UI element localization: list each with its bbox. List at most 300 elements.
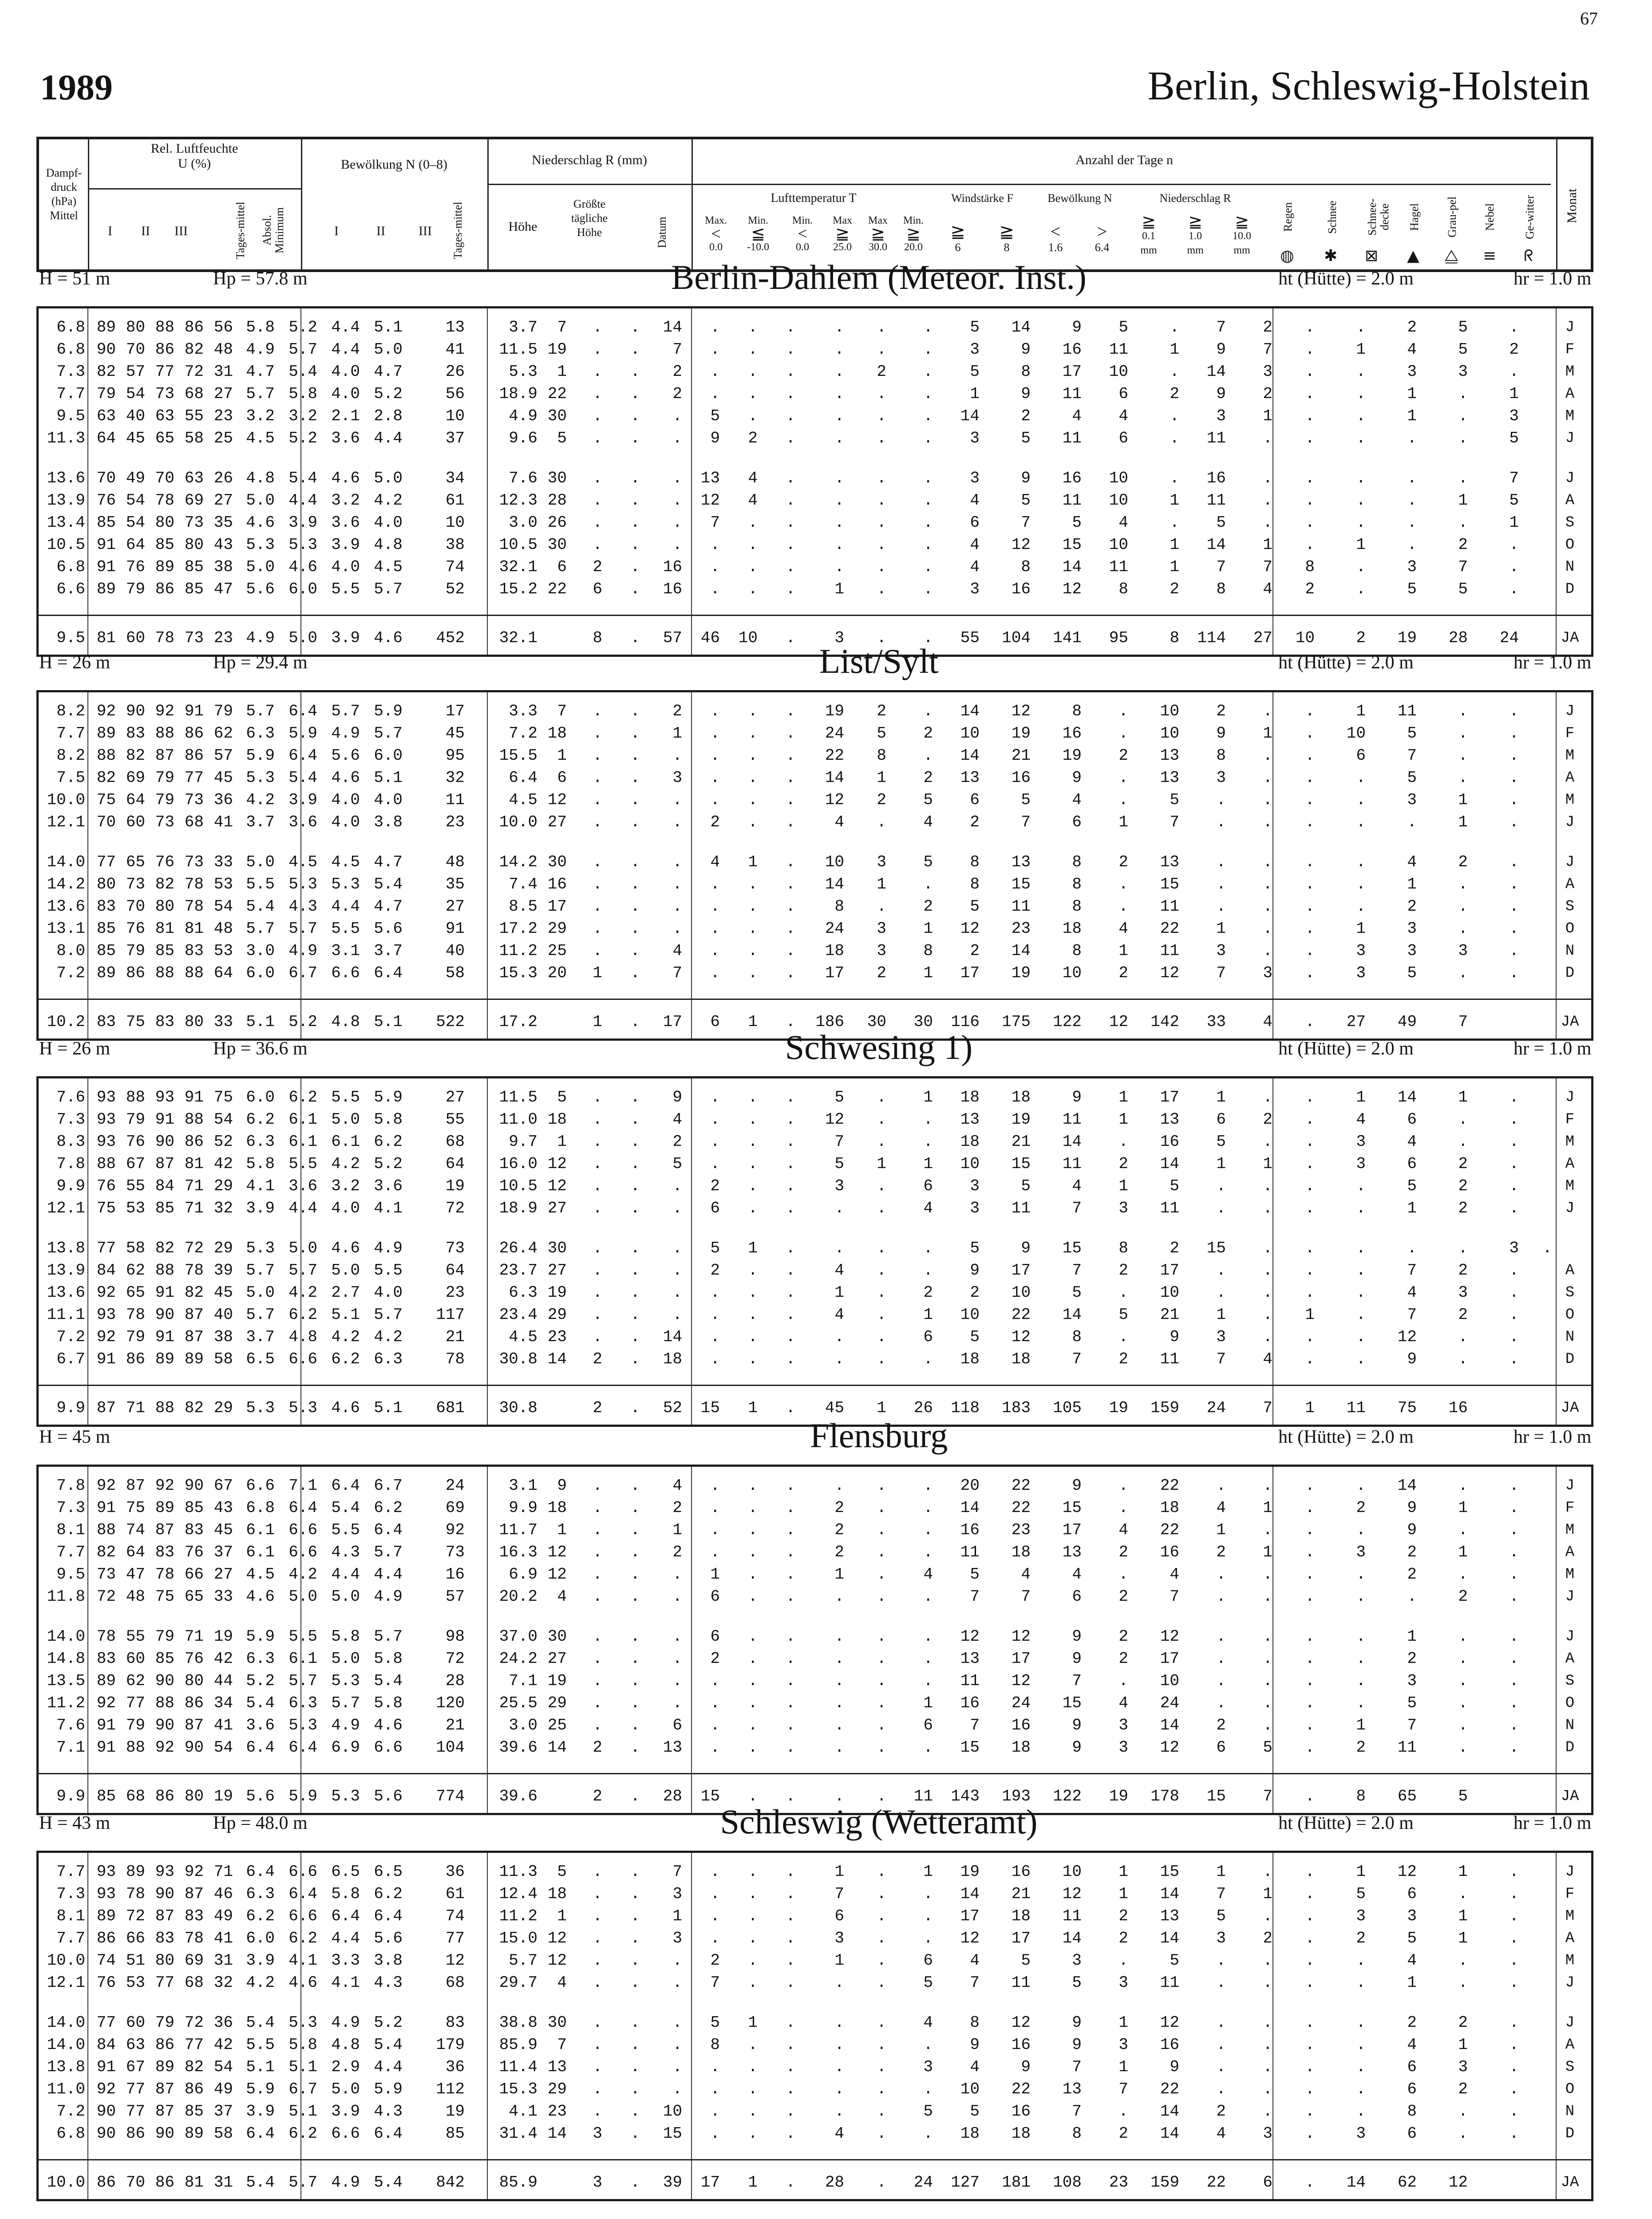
table-cell: . [877, 1350, 886, 1368]
summary-cell: 22 [1206, 2173, 1226, 2191]
month-cell: F [1565, 1500, 1575, 1516]
table-cell: 6.0 [246, 964, 275, 982]
ws-col-1: ≧ 6 [950, 221, 965, 254]
table-cell: 3.6 [289, 813, 317, 831]
table-cell: 89 [96, 724, 116, 742]
table-cell: . [672, 2080, 682, 2098]
table-cell: 14.0 [47, 1627, 85, 1646]
table-cell: . [593, 1672, 602, 1690]
table-cell: 8 [1021, 558, 1031, 576]
table-cell: . [593, 1543, 602, 1561]
table-cell: . [710, 1694, 720, 1712]
table-cell: . [1305, 1283, 1315, 1302]
table-cell: 12.3 [499, 491, 537, 509]
table-cell: . [1509, 875, 1519, 893]
table-cell: . [593, 1694, 602, 1712]
table-cell: . [1509, 2124, 1519, 2143]
table-row [39, 1260, 1592, 1281]
table-cell: 12 [1011, 536, 1031, 554]
table-cell: 1 [1458, 1543, 1468, 1561]
table-cell: 48 [126, 1587, 145, 1606]
table-cell: . [593, 1929, 602, 1947]
table-cell: 6.3 [246, 1650, 275, 1668]
schneedecke-label: Schnee-decke [1366, 198, 1391, 236]
table-cell: . [1305, 1929, 1315, 1947]
table-cell: . [593, 724, 602, 742]
table-cell: 5.8 [331, 1885, 360, 1903]
table-cell: 30 [547, 469, 567, 487]
table-cell: 12 [1011, 1672, 1031, 1690]
table-cell: 3.9 [246, 2102, 275, 2120]
table-cell: . [1263, 942, 1273, 960]
table-cell: 7 [1216, 964, 1226, 982]
table-cell: . [1458, 1738, 1468, 1757]
table-cell: 11.2 [499, 942, 537, 960]
summary-cell: 8 [593, 629, 602, 647]
summary-label: JA [1561, 1014, 1579, 1031]
table-cell: . [630, 340, 640, 359]
table-cell: 6.2 [331, 1350, 360, 1368]
table-cell: . [1170, 318, 1179, 336]
table-cell: 5 [877, 724, 886, 742]
table-cell: 25.5 [499, 1694, 537, 1712]
table-cell: . [834, 513, 844, 532]
table-cell: 5.1 [289, 2102, 317, 2120]
table-cell: . [1509, 1155, 1519, 1173]
table-cell: 58 [445, 964, 465, 982]
table-cell: 18.9 [499, 385, 537, 403]
table-cell: 5 [1170, 791, 1179, 809]
table-cell: . [630, 1716, 640, 1734]
table-cell: 4.4 [374, 429, 403, 447]
table-cell: 20 [960, 1477, 980, 1495]
hagel-label: Hagel [1408, 203, 1421, 231]
table-cell: 3 [1356, 964, 1366, 982]
table-cell: . [1263, 1951, 1273, 1970]
table-cell: 6.2 [246, 1907, 275, 1925]
table-row [39, 362, 1592, 382]
table-cell: . [786, 1521, 795, 1539]
table-cell: . [1509, 1565, 1519, 1583]
lf-col-iii: III [174, 224, 188, 238]
table-cell: . [672, 2014, 682, 2032]
table-cell: 9 [1072, 2036, 1082, 2054]
month-cell: M [1565, 1133, 1575, 1150]
table-cell: 6.4 [289, 746, 317, 765]
table-cell: 4.0 [374, 791, 403, 809]
table-cell: . [672, 897, 682, 916]
table-cell: 30 [547, 407, 567, 425]
table-cell: 5 [1407, 1694, 1417, 1712]
table-cell: 1 [1170, 491, 1179, 509]
table-cell: 1 [877, 875, 886, 893]
table-cell: . [630, 1110, 640, 1129]
table-cell: . [1263, 1907, 1273, 1925]
table-cell: 86 [184, 1133, 204, 1151]
summary-cell: 1 [1305, 1399, 1315, 1417]
table-cell: 6.2 [289, 1929, 317, 1947]
table-cell: . [1263, 1088, 1273, 1106]
table-cell: . [1458, 1133, 1468, 1151]
table-cell: 6.3 [246, 724, 275, 742]
table-cell: 4.5 [331, 853, 360, 871]
table-cell: 5.5 [246, 875, 275, 893]
table-cell: 82 [155, 875, 174, 893]
summary-cell: 71 [126, 1399, 145, 1417]
table-cell: . [1458, 385, 1468, 403]
table-cell: 6.1 [289, 1650, 317, 1668]
table-cell: 6.2 [374, 1133, 403, 1151]
table-row [39, 1564, 1592, 1585]
table-cell: 5.3 [289, 1716, 317, 1734]
summary-cell: 14 [1346, 2173, 1366, 2191]
summary-cell: 49 [1397, 1013, 1417, 1031]
table-cell: 1 [1458, 791, 1468, 809]
table-cell: 34 [213, 1694, 233, 1712]
month-cell: S [1565, 898, 1575, 915]
table-cell: . [1216, 1974, 1226, 1992]
table-cell: 6.7 [374, 1477, 403, 1495]
table-cell: 6.4 [289, 1499, 317, 1517]
table-cell: . [1263, 1672, 1273, 1690]
table-cell: 85 [96, 513, 116, 532]
table-cell: 15 [1011, 1155, 1031, 1173]
table-cell: 64 [96, 429, 116, 447]
table-cell: 5.1 [289, 2058, 317, 2076]
table-cell: 89 [155, 2058, 174, 2076]
table-cell: 5.7 [289, 1261, 317, 1279]
table-cell: 5 [970, 318, 980, 336]
table-cell: . [710, 536, 720, 554]
table-cell: . [630, 1694, 640, 1712]
table-cell: 24 [445, 1477, 465, 1495]
table-cell: . [710, 2058, 720, 2076]
table-cell: 3 [1356, 1543, 1366, 1561]
table-cell: . [1118, 791, 1128, 809]
table-cell: 7 [970, 1974, 980, 1992]
table-cell: 3 [1509, 407, 1519, 425]
table-cell: 18 [1160, 1499, 1179, 1517]
table-cell: 31 [213, 1951, 233, 1970]
table-cell: 5.0 [331, 1650, 360, 1668]
table-cell: 45 [445, 724, 465, 742]
table-cell: . [877, 1499, 886, 1517]
table-cell: . [834, 558, 844, 576]
table-cell: 78 [184, 897, 204, 916]
table-cell: 4 [557, 1974, 567, 1992]
table-cell: 9.5 [56, 1565, 85, 1583]
table-cell: . [923, 1261, 933, 1279]
table-cell: . [1509, 1133, 1519, 1151]
table-cell: 1 [877, 769, 886, 787]
table-cell: . [1305, 1088, 1315, 1106]
table-cell: 9.9 [56, 1177, 85, 1195]
table-cell: . [630, 2058, 640, 2076]
table-cell: . [877, 897, 886, 916]
summary-cell: 5.6 [246, 1787, 275, 1805]
table-cell: 76 [96, 1974, 116, 1992]
table-cell: . [630, 1951, 640, 1970]
table-cell: 7.3 [56, 1885, 85, 1903]
table-cell: 92 [155, 1738, 174, 1757]
table-cell: 5.2 [374, 2014, 403, 2032]
table-cell: 5.3 [289, 2014, 317, 2032]
table-cell: 11 [1062, 1110, 1082, 1129]
table-cell: . [1458, 964, 1468, 982]
table-cell: 7.6 [56, 1716, 85, 1734]
table-cell: 4.6 [331, 469, 360, 487]
table-cell: . [923, 1477, 933, 1495]
table-cell: . [786, 1155, 795, 1173]
table-cell: 83 [126, 724, 145, 742]
table-cell: 29 [547, 920, 567, 938]
niederschlag-label: Niederschlag R (mm) [532, 153, 647, 167]
table-cell: 92 [445, 1521, 465, 1539]
table-cell: . [786, 1885, 795, 1903]
summary-cell: 4.8 [331, 1013, 360, 1031]
table-cell: . [786, 1929, 795, 1947]
station-table [36, 1076, 1593, 1427]
table-cell: 12 [1011, 2014, 1031, 2032]
table-cell: . [1216, 1627, 1226, 1646]
table-cell: 4.0 [331, 813, 360, 831]
table-cell: 17 [1160, 1261, 1179, 1279]
station-height: H = 26 m [39, 652, 111, 673]
table-cell: 87 [184, 1306, 204, 1324]
table-cell: . [593, 769, 602, 787]
table-cell: . [786, 875, 795, 893]
summary-cell: 83 [96, 1013, 116, 1031]
table-row [39, 1928, 1592, 1949]
table-cell: 63 [126, 2036, 145, 2054]
table-cell: . [877, 1650, 886, 1668]
table-cell: . [630, 1239, 640, 1257]
table-cell: 91 [96, 536, 116, 554]
nr-col-3: ≧ 10.0 mm [1233, 213, 1251, 256]
table-cell: 93 [155, 1088, 174, 1106]
table-cell: 54 [213, 1738, 233, 1757]
table-cell: . [748, 2124, 758, 2143]
table-cell: . [1263, 1627, 1273, 1646]
table-cell: 58 [213, 2124, 233, 2143]
table-cell: 10 [445, 407, 465, 425]
table-cell: 2 [1509, 340, 1519, 359]
month-cell: D [1565, 581, 1575, 598]
summary-cell: 75 [126, 1013, 145, 1031]
table-cell: 2 [1263, 318, 1273, 336]
table-cell: 3.6 [289, 1177, 317, 1195]
table-cell: 65 [126, 853, 145, 871]
table-cell: 25 [547, 942, 567, 960]
table-cell: 14 [1062, 1929, 1082, 1947]
table-cell: . [1216, 875, 1226, 893]
table-cell: 1 [1118, 1863, 1128, 1881]
table-cell: 10 [1062, 1863, 1082, 1881]
table-cell: 88 [155, 1261, 174, 1279]
annual-summary-row [39, 2172, 1592, 2193]
table-cell: 1 [923, 1155, 933, 1173]
table-cell: 89 [96, 318, 116, 336]
table-cell: 10 [960, 2080, 980, 2098]
month-cell: O [1565, 2081, 1575, 2098]
table-cell: . [1458, 1239, 1468, 1257]
table-cell: . [1305, 513, 1315, 532]
table-cell: . [1305, 1738, 1315, 1757]
table-cell: 4 [923, 1199, 933, 1217]
table-cell: 5.8 [331, 1627, 360, 1646]
table-cell: . [1509, 1350, 1519, 1368]
table-cell: . [710, 1885, 720, 1903]
month-cell: J [1565, 814, 1575, 831]
summary-cell: 81 [96, 629, 116, 647]
table-cell: . [630, 1133, 640, 1151]
nebel-icon: ≡ [1482, 247, 1497, 265]
lf-col-i: I [108, 224, 112, 238]
month-cell: N [1565, 2103, 1575, 2120]
table-cell: 9 [1407, 1350, 1417, 1368]
table-cell: . [748, 1499, 758, 1517]
table-cell: 54 [213, 1110, 233, 1129]
table-cell: 7 [672, 340, 682, 359]
table-cell: 5 [970, 2102, 980, 2120]
table-cell: 5.9 [374, 1088, 403, 1106]
table-cell: 43 [213, 1499, 233, 1517]
month-cell: A [1565, 386, 1575, 403]
summary-cell: 1 [748, 1399, 758, 1417]
table-cell: 11.1 [47, 1306, 85, 1324]
table-cell: 27 [445, 897, 465, 916]
table-cell: 1 [877, 1155, 886, 1173]
table-cell: . [593, 791, 602, 809]
table-cell: 6.0 [246, 1088, 275, 1106]
table-cell: 40 [213, 1306, 233, 1324]
table-cell: 4.7 [374, 897, 403, 916]
table-cell: 72 [96, 1587, 116, 1606]
table-cell: 4.6 [246, 513, 275, 532]
table-cell: 4 [672, 1110, 682, 1129]
table-cell: 13.6 [47, 1283, 85, 1302]
table-cell: 14 [663, 1328, 682, 1346]
table-cell: 8 [1021, 363, 1031, 381]
table-cell: 2 [1263, 1110, 1273, 1129]
table-cell: 45 [213, 769, 233, 787]
table-cell: . [630, 1328, 640, 1346]
table-cell: 4 [710, 853, 720, 871]
table-cell: . [1305, 1328, 1315, 1346]
table-cell: 1 [1118, 1885, 1128, 1903]
table-cell: 4.0 [374, 513, 403, 532]
summary-cell: 23 [213, 629, 233, 647]
table-cell: 26 [213, 469, 233, 487]
table-cell: 54 [213, 2058, 233, 2076]
table-cell: 16 [445, 1565, 465, 1583]
table-cell: 6.0 [374, 746, 403, 765]
table-cell: 3.0 [509, 1716, 537, 1734]
table-cell: . [1356, 1328, 1366, 1346]
table-cell: . [923, 1521, 933, 1539]
table-cell: 92 [96, 702, 116, 720]
table-cell: 3 [1263, 964, 1273, 982]
month-cell: M [1565, 1522, 1575, 1539]
table-cell: 5.9 [374, 2080, 403, 2098]
table-cell: 41 [213, 1716, 233, 1734]
table-cell: 7.7 [56, 385, 85, 403]
summary-cell: 842 [436, 2173, 465, 2191]
table-cell: . [877, 1672, 886, 1690]
table-cell: . [923, 1627, 933, 1646]
table-cell: . [710, 1907, 720, 1925]
table-cell: 2 [1021, 407, 1031, 425]
table-cell: 4 [970, 491, 980, 509]
table-cell: . [923, 1350, 933, 1368]
table-cell: 55 [445, 1110, 465, 1129]
summary-cell: 86 [155, 1787, 174, 1805]
table-cell: 2 [710, 1650, 720, 1668]
table-cell: . [748, 1110, 758, 1129]
table-cell: 49 [213, 1907, 233, 1925]
table-cell: 5.7 [374, 1627, 403, 1646]
table-cell: 73 [184, 513, 204, 532]
table-cell: 5.3 [246, 536, 275, 554]
table-cell: 5.0 [331, 1587, 360, 1606]
table-cell: . [630, 702, 640, 720]
table-cell: 9 [1021, 385, 1031, 403]
table-cell: 5.5 [374, 1261, 403, 1279]
table-cell: . [877, 1907, 886, 1925]
table-cell: 80 [126, 318, 145, 336]
table-cell: . [672, 1177, 682, 1195]
table-cell: . [710, 363, 720, 381]
table-cell: . [786, 2036, 795, 2054]
table-cell: . [593, 536, 602, 554]
table-cell: . [1305, 964, 1315, 982]
table-cell: . [877, 340, 886, 359]
table-cell: . [1356, 1306, 1366, 1324]
table-cell: 19 [547, 1672, 567, 1690]
lt-col-1: Max. < 0.0 [705, 215, 727, 253]
table-cell: . [672, 1672, 682, 1690]
table-cell: 62 [213, 724, 233, 742]
table-cell: . [834, 1239, 844, 1257]
table-cell: 72 [184, 2014, 204, 2032]
month-cell: O [1565, 537, 1575, 553]
table-cell: 14 [547, 1738, 567, 1757]
summary-cell: 122 [1053, 1013, 1082, 1031]
table-cell: 75 [155, 1587, 174, 1606]
table-cell: 17 [960, 964, 980, 982]
table-cell: 86 [155, 2036, 174, 2054]
table-cell: . [1305, 1350, 1315, 1368]
table-cell: 2 [1118, 1350, 1128, 1368]
table-cell: . [630, 558, 640, 576]
table-cell: 18 [1011, 1543, 1031, 1561]
table-cell: 12 [1011, 1328, 1031, 1346]
table-cell: . [834, 1672, 844, 1690]
month-cell: M [1565, 792, 1575, 809]
table-cell: 5 [1021, 1951, 1031, 1970]
table-cell: 1 [1263, 407, 1273, 425]
table-cell: . [877, 1328, 886, 1346]
table-cell: . [748, 1477, 758, 1495]
table-cell: 1 [1118, 1088, 1128, 1106]
station-name: Schwesing 1) [785, 1028, 973, 1066]
table-cell: 29 [547, 1694, 567, 1712]
summary-cell: 15 [700, 1787, 720, 1805]
table-cell: 1 [923, 1088, 933, 1106]
table-cell: . [1305, 791, 1315, 809]
table-cell: 3 [970, 580, 980, 598]
table-cell: . [710, 1350, 720, 1368]
